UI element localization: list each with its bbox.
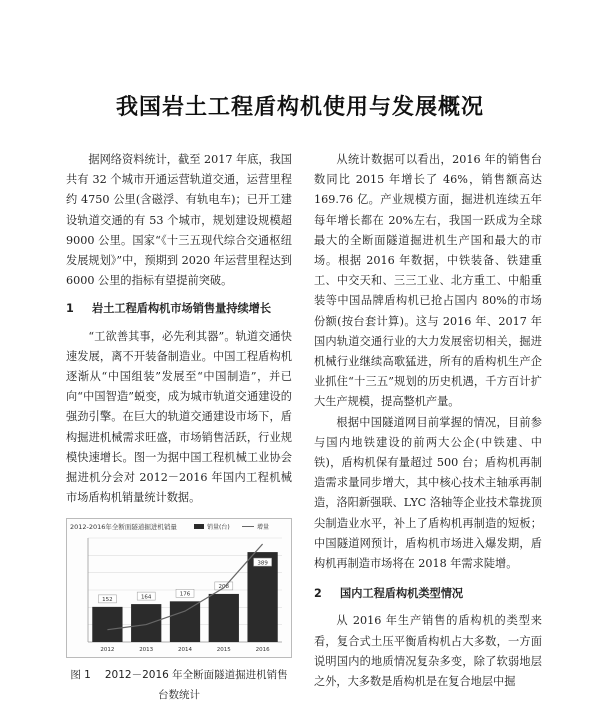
body-paragraph: “工欲善其事，必先利其器”。轨道交通快速发展，离不开装备制造业。中国工程盾构机逐渐从“中国组装”发展至“中国制造”，并已向“中国智造”蜕变，成为城市轨道交通建设的强劲引擎。在巨大的轨道交通建设市场下，盾构掘进机械需求旺盛，市场销售活跃，行业规模快速增长。图一为据中国工程机械工业协会掘进机分会对 2012－2016 年国内工程机械市场盾构机销量统计数据。 (66, 329, 292, 505)
value-label: 389 (257, 560, 268, 567)
figure-chart (66, 518, 292, 662)
x-tick-label: 2012 (100, 647, 115, 653)
legend-label-bars: 销量(台) (207, 524, 230, 531)
value-label: 176 (179, 591, 191, 598)
left-column (66, 150, 292, 508)
section-heading-2 (314, 584, 542, 604)
section-number: 2 (314, 587, 322, 601)
section-title: 国内工程盾构机类型情况 (340, 587, 464, 601)
bar-chart (66, 518, 292, 658)
legend-swatch-bars (194, 524, 204, 529)
section-number: 1 (66, 302, 74, 316)
section-title: 岩土工程盾构机市场销售量持续增长 (92, 302, 272, 316)
value-label: 152 (102, 597, 113, 604)
bar (92, 607, 122, 642)
body-paragraph: 从 2016 年生产销售的盾构机的类型来看，复合式土压平衡盾构机占大多数，一方面说明国内的地质情况复杂多变，除了软弱地层之外，大多数是盾构机是在复合地层中掘 (314, 614, 542, 689)
value-label: 164 (140, 594, 152, 601)
figure-caption (66, 665, 292, 705)
intro-paragraph: 据网络资料统计，截至 2017 年底，我国共有 32 个城市开通运营轨道交通，运营里程约 4750 公里(含磁浮、有轨电车)；已开工建设轨道交通的有 53 个城市，规划建设规模超 9000 公里。国家“《十三五现代综合交通枢纽发展规划》”中，预期到 2020 年运营里程达到 6000 公里的指标有望提前突破。 (66, 153, 292, 288)
figure-caption-text: 2012－2016 年全断面隧道掘进机销售台数统计 (104, 669, 288, 701)
x-tick-label: 2013 (139, 647, 154, 653)
bar (131, 604, 161, 642)
x-tick-label: 2014 (178, 647, 192, 653)
section-heading-1 (66, 299, 292, 319)
bar (170, 601, 200, 642)
value-label: 208 (218, 584, 230, 591)
figure-number: 图 1 (70, 669, 91, 681)
chart-title: 2012-2016年全断面隧道掘进机销量 (70, 523, 177, 531)
page-title: 我国岩土工程盾构机使用与发展概况 (115, 95, 484, 120)
right-column (314, 150, 542, 692)
body-paragraph: 根据中国隧道网目前掌握的情况，目前参与国内地铁建设的前两大公企(中铁建、中铁)，盾构机保有量超过 500 台；盾构机再制造需求量同步增大，其中核心技术主轴承再制造，洛阳新强联、LYC 洛轴等企业技术靠拢顶尖制造业水平，补上了盾构机再制造的短板；中国隧道网预计，盾构机市场进入爆发期，盾构机再制造市场将在 2018 年需求陡增。 (314, 415, 542, 571)
bar (209, 594, 239, 642)
x-tick-label: 2015 (216, 647, 231, 653)
x-tick-label: 2016 (255, 647, 270, 653)
body-paragraph: 从统计数据可以看出，2016 年的销售台数同比 2015 年增长了 46%，销售额高达 169.76 亿。产业规模方面，掘进机连续五年每年增长都在 20%左右，我国一跃成为全球最大的全断面隧道掘进机生产国和最大的市场。根据 2016 年数据，中铁装备、铁建重工、中交天和、三三工业、北方重工、中船重装等中国品牌盾构机已抢占国内 80%的市场份额(按台套计算)。这与 2016 年、2017 年国内轨道交通行业的大力发展密切相关，掘进机械行业继续高歌猛进，所有的盾构机生产企业抓住“十三五”规划的历史机遇，千方百计扩大生产规模，提高整机产量。 (314, 153, 542, 409)
legend-label-line: 增量 (257, 524, 270, 531)
